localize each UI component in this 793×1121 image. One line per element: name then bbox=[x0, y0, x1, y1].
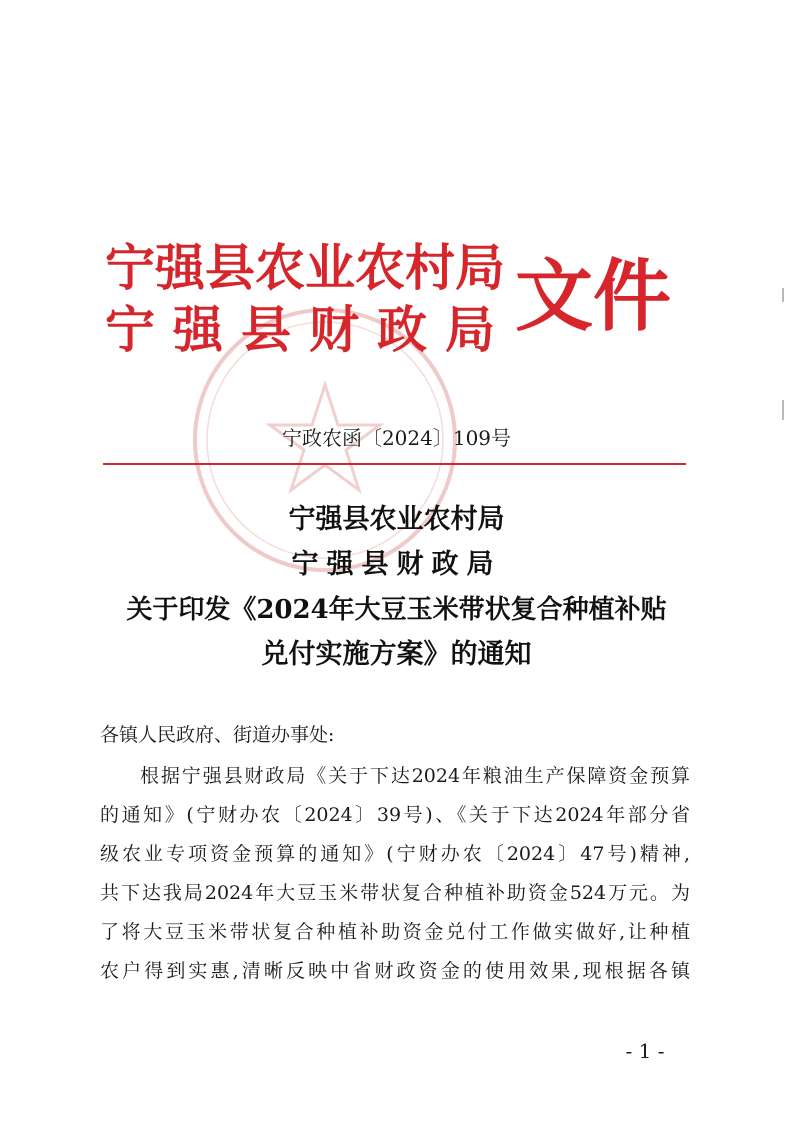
issuer-name-2: 宁强县财政局 bbox=[105, 301, 513, 359]
header-divider bbox=[103, 463, 686, 465]
body-line: 级农业专项资金预算的通知》(宁财办农〔2024〕47号)精神, bbox=[100, 843, 690, 865]
scan-mark bbox=[782, 288, 784, 302]
body-line: 根据宁强县财政局《关于下达2024年粮油生产保障资金预算 bbox=[140, 765, 690, 787]
body-line: 的通知》(宁财办农〔2024〕39号)、《关于下达2024年部分省 bbox=[100, 804, 690, 826]
document-number: 宁政农函〔2024〕109号 bbox=[281, 426, 512, 450]
title-subject-line-2: 兑付实施方案》的通知 bbox=[261, 639, 532, 670]
body-line: 农户得到实惠,清晰反映中省财政资金的使用效果,现根据各镇 bbox=[100, 960, 690, 982]
scan-mark bbox=[782, 400, 784, 420]
document-type-label: 文件 bbox=[515, 252, 672, 342]
title-issuer-1: 宁强县农业农村局 bbox=[288, 504, 505, 535]
title-subject-line-1: 关于印发《2024年大豆玉米带状复合种植补贴 bbox=[126, 595, 667, 625]
body-line: 共下达我局2024年大豆玉米带状复合种植补助资金524万元。为 bbox=[100, 882, 690, 904]
issuer-name-1: 宁强县农业农村局 bbox=[105, 239, 505, 297]
salutation: 各镇人民政府、街道办事处: bbox=[100, 724, 335, 746]
title-issuer-2: 宁强县财政局 bbox=[291, 549, 502, 580]
body-line: 了将大豆玉米带状复合种植补助资金兑付工作做实做好,让种植 bbox=[100, 921, 690, 943]
page-number: - 1 - bbox=[625, 1039, 665, 1063]
